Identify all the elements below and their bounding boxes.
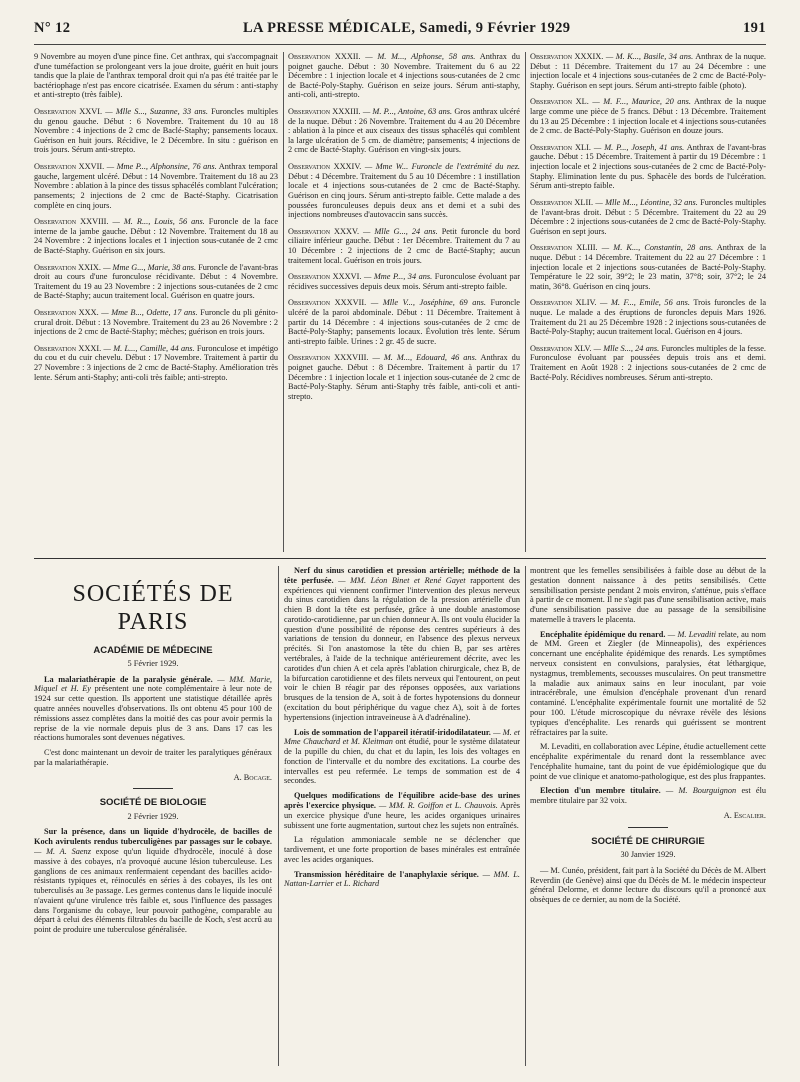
- page-number: 191: [743, 20, 766, 36]
- chirurgie-heading: SOCIÉTÉ DE CHIRURGIE: [591, 835, 705, 847]
- page-header: [34, 20, 766, 42]
- biologie-heading: SOCIÉTÉ DE BIOLOGIE: [99, 797, 207, 809]
- observation-entry: Observation XLV. — Mlle S..., 24 ans. Furoncles multiples de la fesse. Furonculose évoluant par poussées depuis trois ans et demi. Traitement en Août 1928 : 2 injections sous-cutanées de 2 cmc de Bacté-Poly. Récidives nombreuses. Sérum anti-strepto.: [530, 343, 766, 382]
- society-article: M. Levaditi, en collaboration avec Lépine, étudie actuellement cette encéphalite expérimentale du renard dont la ressemblance avec l'encéphalite humaine, tant du point de vue épidémiologique que du point de vue clinique et anatomo-pathologique, est des plus frappantes.: [530, 742, 766, 781]
- academie-heading: ACADÉMIE DE MÉDECINE: [93, 644, 213, 656]
- section-title: SOCIÉTÉS DE PARIS: [72, 581, 234, 636]
- observation-entry: Observation XXXII. — M. M..., Alphonse, 58 ans. Anthrax du poignet gauche. Début : 30 Novembre. Traitement du 6 au 22 Décembre : 1 injection locale et 4 injections sous-cutanées de 2 cmc de Bacté-Poly-Staphy. Guérison en seize jours. Sérum anti-staphy, anti-coli, anti-strepto.: [288, 52, 520, 100]
- academie-article: La malariathérapie de la paralysie générale. — MM. Marie, Miquel et H. Ey présentent une note complémentaire à leur note de 1924 sur cette question. Ils apportent une statistique détaillée après quatre années nouvelles d'observations. Ils ont obtenu 45 pour 100 de rémissions assez complètes dans la moitié des cas pour avoir permis la reprise de la vie normale depuis plus de 3 ans. Dans 17 cas les réactions humorales sont devenues négatives.: [34, 674, 272, 743]
- society-article: Election d'un membre titulaire. — M. Bourguignon est élu membre titulaire par 32 voix.: [530, 786, 766, 806]
- societes-column-2: [284, 566, 520, 1066]
- observation-entry: Observation XXXVI. — Mme P..., 34 ans. Furonculose évoluant par récidives successives depuis deux mois. Sérum anti-strepto faible.: [288, 272, 520, 291]
- observations-column-2: [288, 52, 520, 552]
- journal-title: LA PRESSE MÉDICALE, Samedi, 9 Février 1929: [242, 20, 571, 36]
- observation-entry: Observation XXXIX. — M. K..., Basile, 34 ans. Anthrax de la nuque. Début : 11 Décembre. Traitement du 17 au 24 Décembre : une injection locale et 4 injections sous-cutanées de 2 cmc de Bacté-Poly-Staphy. Guérison en sept jours. Sérum anti-strepto faible (photo).: [530, 52, 766, 90]
- observation-entry: Observation XL. — M. F..., Maurice, 20 ans. Anthrax de la nuque large comme une pièce de 5 francs. Début : 13 Décembre. Traitement du 13 au 25 Décembre : 1 injection locale et 4 injections sous-cutanées de 2 cmc. de Bacté-Poly-Staphy. Guérison en douze jours.: [530, 97, 766, 136]
- observation-entry: Observation XLIII. — M. K..., Constantin, 28 ans. Anthrax de la nuque. Début : 14 Décembre. Traitement du 22 au 27 Décembre : 1 injection locale et 2 injections sous-cutanées de Bacté-Poly-Staphy. Température le 22 soir, 39°2; le 23 matin, 37°8; soir, 37°2; le 24 matin, 36°8. Guérison en cinq jours.: [530, 243, 766, 291]
- divider: [628, 827, 668, 828]
- observation-entry: Observation XXVI. — Mlle S..., Suzanne, 33 ans. Furoncles multiples du genou gauche. Début : 6 Novembre. Traitement du 10 au 18 Novembre : 4 injections de 2 cmc de Baclé-Staphy; pansements locaux. Guérison en huit jours. Récidive, le 2 Décembre. In situ : guérison en trois jours. Sérum anti-strepto.: [34, 107, 278, 155]
- society-article: Quelques modifications de l'équilibre acide-base des urines après l'exercice physique. — MM. R. Goiffon et L. Chauvois. Après un exercice physique d'une heure, les acides organiques urinaires subissent une forte augmentation, surtout chez les sujets non entraînés.: [284, 791, 520, 830]
- observations-column-1: [34, 52, 278, 552]
- observation-entry: Observation XXX. — Mme B..., Odette, 17 ans. Furoncle du pli génito-crural droit. Début : 13 Novembre. Traitement du 23 au 26 Novembre : 2 injections de 2 cmc de Bacté-Staphy; mèches; guérison en trois jours.: [34, 308, 278, 337]
- observation-entry: Observation XXXI. — M. L..., Camille, 44 ans. Furonculose et impétigo du cou et du cuir chevelu. Début : 17 Novembre. Traitement à partir du 27 Novembre : 3 injections de 2 cmc de Bacté-Staphy. Amélioration très lente. Sérum anti-Staphy; anti-coli très faible; anti-strepto.: [34, 343, 278, 382]
- column-divider: [283, 52, 284, 552]
- column-divider: [278, 566, 279, 1066]
- column-divider: [525, 566, 526, 1066]
- observation-entry: Observation XXXV. — Mlle G..., 24 ans. Petit furoncle du bord ciliaire inférieur gauche. Début : 1er Décembre. Traitement du 7 au 10 Décembre : 2 injections de 2 cmc de Bacté-Staphy; aucun traitement local. Guérison en trois jours.: [288, 226, 520, 265]
- societes-column-3: [530, 566, 766, 1066]
- society-article: Transmission héréditaire de l'anaphylaxie sérique. — MM. L. Nattan-Larrier et L. Richard: [284, 869, 520, 889]
- observation-entry: Observation XLI. — M. P..., Joseph, 41 ans. Anthrax de l'avant-bras gauche. Début : 15 Décembre. Traitement à partir du 19 Décembre : 1 injection locale et 2 injections sous-cutanées de 2 cmc de Bacté-Poly-Staphy. Elimination lente du pus. Sphacèle des bords de l'ulcération. Sérum anti-strepto faible.: [530, 142, 766, 191]
- divider: [133, 788, 173, 789]
- observation-entry: Observation XXIX. — Mme G..., Marie, 38 ans. Furoncle de l'avant-bras droit au cours d'une furonculose récidivante. Début : 4 Novembre. Traitement du 19 au 23 Novembre : 2 injections sous-cutanées de 2 cmc de Bacté-Staphy; aucun traitement local. Guérison en quatre jours.: [34, 262, 278, 301]
- academie-conclusion: C'est donc maintenant un devoir de traiter les paralytiques généraux par la malariathérapie.: [34, 748, 272, 767]
- observation-entry: Observation XLIV. — M. F..., Emile, 56 ans. Trois furoncles de la nuque. Le malade a des éruptions de furoncles depuis Mars 1926. Traitement du 21 au 25 Décembre 1928 : 2 injections sous-cutanées de Bacté-Poly-Staphy; aucun traitement local. Guérison en 4 jours.: [530, 298, 766, 337]
- chirurgie-article: — M. Cunéo, président, fait part à la Société du Décès de M. Albert Reverdin (de Genève) ainsi que du Décès de M. le médecin inspecteur général Delorme, et donne lecture du discours qu'il a prononcé aux obsèques de ce dernier, au nom de la Société.: [530, 865, 766, 905]
- signature: A. Escalier.: [723, 810, 766, 820]
- chirurgie-date: 30 Janvier 1929.: [620, 849, 676, 859]
- header-rule: [34, 44, 766, 45]
- society-article: montrent que les femelles sensibilisées à faible dose au début de la gestation donnent naissance à des petits sensibilisés. Cette sensibilisation persiste pendant 2 mois environ, s'atténue, puis s'efface à partir de ce moment. Il ne s'agit pas d'une sensibilisation active, mais d'une sensibilisation passive due au passage de la sensibilisine maternelle à travers le placenta.: [530, 566, 766, 624]
- observation-entry: Observation XXVIII. — M. R..., Louis, 56 ans. Furoncle de la face interne de la jambe gauche. Début : 12 Novembre. Traitement du 18 au 24 Novembre : 2 injections locales et 1 injection sous-cutanée de 2 cmc de Bacté-Staphy. Guérison en six jours.: [34, 217, 278, 255]
- observation-entry: Observation XLII. — Mlle M..., Léontine, 32 ans. Furoncles multiples de l'avant-bras droit. Début : 5 Décembre. Traitement du 22 au 29 Décembre : 2 injections sous-cutanées de 2 cmc de Bacté-Poly-Staphy. Guérison en sept jours.: [530, 197, 766, 236]
- academie-date: 5 Février 1929.: [127, 658, 179, 668]
- issue-number: N° 12: [34, 20, 71, 36]
- society-article: La régulation ammoniacale semble ne se déclencher que tardivement, et une forte proportion de bases minérales est entraînée avec les acides organiques.: [284, 835, 520, 864]
- biologie-date: 2 Février 1929.: [127, 811, 179, 821]
- section-rule: [34, 558, 766, 559]
- society-article: Encéphalite épidémique du renard. — M. Levaditi relate, au nom de MM. Green et Ziegler (de Minneapolis), des expériences concernant une encéphalite épidémique des renards. Les symptômes nerveux consistent en convulsions, paralysies, état léthargique, nystagmus, tremblements, secousses musculaires. On peut transmettre la maladie aux animaux sains en leur inoculant, par voie intracérébrale, une émulsion d'encéphale provenant d'un renard contaminé. L'encéphalite expérimentale fournit une mortalité de 52 pour 100. L'étude microscopique du névraxe révèle des lésions typiques d'encéphalite. Les renards qui guérissent se montrent réfractaires par la suite.: [530, 629, 766, 737]
- observation-entry: Observation XXXVII. — Mlle V..., Joséphine, 69 ans. Furoncle ulcéré de la paroi abdominale. Début : 11 Décembre. Traitement à partir du 14 Décembre : 4 injections sous-cutanées de 2 cmc de Bacté-Poly-Staphy; pansements locaux. Évolution très lente. Sérum anti-strepto faible. Urines : 2 gr. 45 de sucre.: [288, 298, 520, 346]
- society-article: Lois de sommation de l'appareil itératif-iridodilatateur. — M. et Mme Chauchard et M. Kleitman ont étudié, pour le système dilatateur de la pupille du chien, du chat et du lapin, les lois des voltages en fonction de l'intervalle et du nombre des excitations. La courbe des intervalles est peu refermée. Le temps de sommation est de 4 secondes.: [284, 727, 520, 786]
- observation-entry: Observation XXXVIII. — M. M..., Edouard, 46 ans. Anthrax du poignet gauche. Début : 8 Décembre. Traitement à partir du 17 Décembre : 1 injection locale et 1 injection sous-cutanée de 2 cmc de Bacté-Poly-Staphy. Sérum anti-Staphy très faible, anti-coli et anti-strepto.: [288, 353, 520, 401]
- observation-entry: Observation XXXIII. — M. P..., Antoine, 63 ans. Gros anthrax ulcéré de la nuque. Début : 26 Novembre. Traitement du 4 au 20 Décembre : ablation à la pince et aux ciseaux des tissus sphacélés qui comblent la large ulcération de 5 cm. de diamètre; pansements; 4 injections de 2 cmc de Bacté-Staphy. Guérison en vingt-six jours.: [288, 107, 520, 155]
- society-article: Nerf du sinus carotidien et pression artérielle; méthode de la tête perfusée. — MM. Léon Binet et René Gayet rapportent des expériences qui viennent confirmer l'intervention des plexus nerveux du sinus carotidien dans la régulation de la pression artérielle d'un chien B dont la tête est perfusée, grâce à une double anastomose carotido-carotidienne, par un chien donneur A. Ils ont voulu élucider la question d'une possibilité de réponse des centres supérieurs à des variations de tension du donneur, en l'absence des plexus nerveux précités. Si l'on anastomose la tête du chien B, par ses artères vertébrales, à l'aide de la technique antérieurement décrite, avec les carotides d'un chien A et cela après l'ablation chirurgicale, chez B, de la bifurcation carotidienne et des filets nerveux qui l'entourent, on peut voir le chien B réagir par des réponses opposées, aux variations brusques de la tension de A, soit à de fortes hypotensions du donneur (excitation du bout périphérique du vague chez A), soit à de fortes hypertensions (injection intraveineuse à A d'adrénaline).: [284, 566, 520, 722]
- signature: A. Bocage.: [233, 772, 272, 782]
- column-divider: [525, 52, 526, 552]
- societes-column-1: [34, 566, 272, 1066]
- observations-column-3: [530, 52, 766, 552]
- biologie-article: Sur la présence, dans un liquide d'hydrocèle, de bacilles de Koch avirulents rendus tuberculigènes par passages sur le cobaye. — M. A. Saenz expose qu'un liquide d'hydrocèle, inoculé à dose massive à des cobayes, n'a provoqué aucune lésion tuberculeuse. Les ganglions de ces animaux renfermaient cependant des bacilles acido-résistants typiques et, réinoculés en séries à des cobayes, ils les ont tuberculisés au 3e passage. Les germes contenus dans le liquide inoculé n'avaient qu'une virulence très faible et, sous l'influence des passages dans l'organisme du cobaye, leur pouvoir pathogène, comparable au départ à celui des éléments filtrables du bacille de Koch, s'est accrû au point de produire une tuberculose généralisée.: [34, 827, 272, 935]
- observation-entry: Observation XXVII. — Mme P..., Alphonsine, 76 ans. Anthrax temporal gauche, largement ulcéré. Début : 14 Novembre. Traitement du 18 au 23 Novembre : ablation à la pince des tissus sphacélés comblant l'ulcération; pansements; 2 injections de 2 cmc de Bacté-Staphy. Cicatrisation complète en cinq jours.: [34, 162, 278, 210]
- observation-entry: 9 Novembre au moyen d'une pince fine. Cet anthrax, qui s'accompagnait d'une tuméfaction se prolongeant vers la joue droite, guérit en huit jours tandis que la plaie de l'anthrax temporal droit qui n'a pas été traitée par le bactériophage n'est pas encore cicatrisée. Examen du sérum : anti-staphy et anti-strepto (très faible).: [34, 52, 278, 100]
- observation-entry: Observation XXXIV. — Mme W... Furoncle de l'extrémité du nez. Début : 4 Décembre. Traitement du 5 au 10 Décembre : 1 instillation locale et 4 injections sous-cutanées de 2 cmc de Bacté-Staphy. Guérison en cinq jours. Sérum anti-strepto faible. Cette malade a des poussées furonculeuses depuis deux ans et demi et a subi des injections nombreuses d'autovaccin sans succès.: [288, 162, 520, 220]
